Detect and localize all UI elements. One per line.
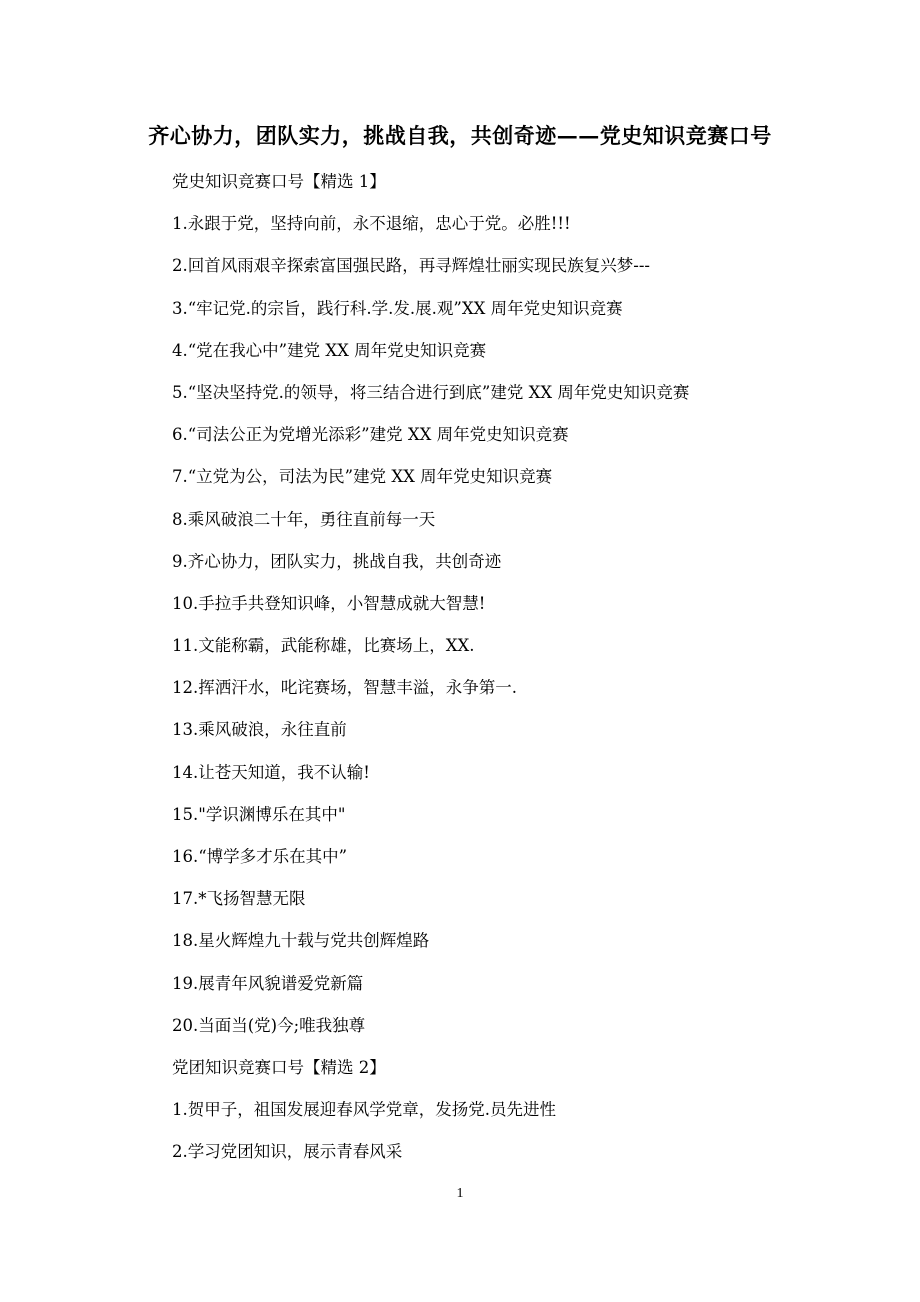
slogan-line: 17.*飞扬智慧无限 [172,889,306,909]
section-heading-1: 党史知识竞赛口号【精选 1】 [172,172,386,191]
slogan-line: 20.当面当(党)今;唯我独尊 [172,1015,366,1035]
slogan-line: 13.乘风破浪，永往直前 [172,720,347,740]
slogan-line: 14.让苍天知道，我不认输! [172,762,370,782]
slogan-line: 1.永跟于党，坚持向前，永不退缩，忠心于党。必胜!!! [172,214,571,234]
slogan-line: 2.回首风雨艰辛探索富国强民路，再寻辉煌壮丽实现民族复兴梦--- [172,256,650,276]
slogan-line: 2.学习党团知识，展示青春风采 [172,1142,403,1162]
slogan-line: 10.手拉手共登知识峰，小智慧成就大智慧! [172,593,486,613]
slogan-line: 8.乘风破浪二十年，勇往直前每一天 [172,509,436,529]
slogan-line: 9.齐心协力，团队实力，挑战自我，共创奇迹 [172,551,502,571]
slogan-line: 19.展青年风貌谱爱党新篇 [172,973,364,993]
slogan-line: 12.挥洒汗水，叱诧赛场，智慧丰溢，永争第一. [172,678,517,698]
slogan-line: 3.“牢记党.的宗旨，践行科.学.发.展.观”XX 周年党史知识竞赛 [172,298,623,318]
slogan-line: 1.贺甲子，祖国发展迎春风学党章，发扬党.员先进性 [172,1100,556,1120]
slogan-line: 11.文能称霸，武能称雄，比赛场上，XX. [172,636,475,656]
page-number: 1 [456,1186,464,1201]
document-title: 齐心协力，团队实力，挑战自我，共创奇迹——党史知识竞赛口号 [148,123,772,148]
slogan-line: 6.“司法公正为党增光添彩”建党 XX 周年党史知识竞赛 [172,425,569,445]
slogan-line: 4.“党在我心中”建党 XX 周年党史知识竞赛 [172,340,487,360]
document-body [172,164,852,1177]
slogan-line: 16.“博学多才乐在其中” [172,847,348,866]
slogan-line: 18.星火辉煌九十载与党共创辉煌路 [172,931,430,951]
slogan-line: 15."学识渊博乐在其中" [172,804,346,824]
slogan-line: 7.“立党为公，司法为民”建党 XX 周年党史知识竞赛 [172,467,553,487]
slogan-line: 5.“坚决坚持党.的领导，将三结合进行到底”建党 XX 周年党史知识竞赛 [172,382,690,402]
section-heading-2: 党团知识竞赛口号【精选 2】 [172,1057,386,1077]
